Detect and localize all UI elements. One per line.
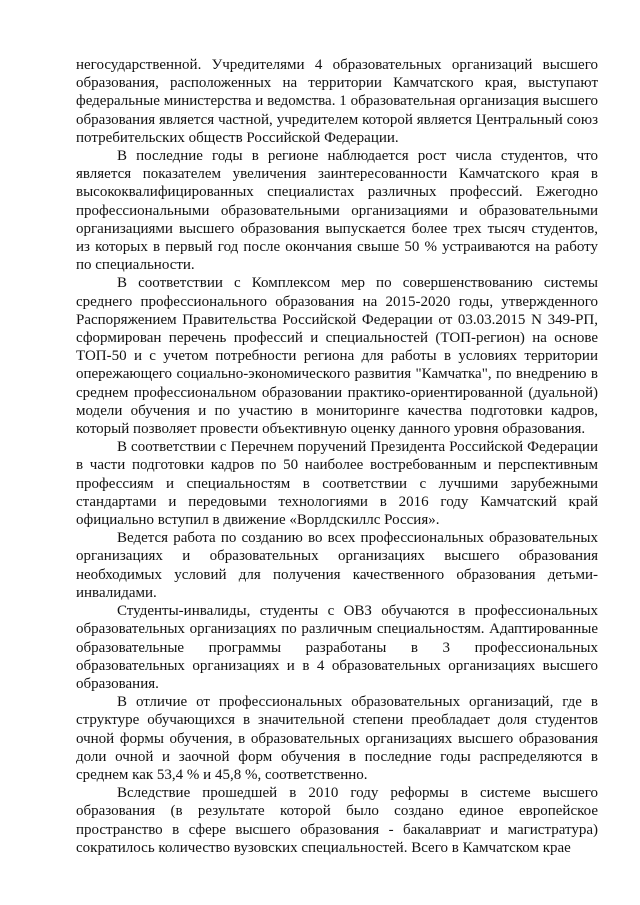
paragraph-study-forms: В отличие от профессиональных образовательных организаций, где в структуре обучающихся в значительной степени преобладает доля студентов очной формы обучения, в образовательных организациях высшего образования доли очной и заочной форм обучения в последние годы распределяются в среднем как 53,4 % и 45,8 %, соответственно.	[76, 694, 598, 783]
paragraph-worldskills: В соответствии с Перечнем поручений Президента Российской Федерации в части подготовки кадров по 50 наиболее востребованным и перспективным профессиям и специальностям в соответствии с лучшими зарубежными стандартами и передовыми технологиями в 2016 году Камчатский край официально вступил в движение «Ворлдскиллс Россия».	[76, 439, 598, 529]
paragraph-disabled-children: Ведется работа по созданию во всех профессиональных образовательных организациях и образовательных организациях высшего образования необходимых условий для получения качественного образования детьми-инвалидами.	[76, 530, 598, 601]
document-page	[76, 56, 598, 857]
paragraph-top-region: В соответствии с Комплексом мер по совершенствованию системы среднего профессионального образования на 2015-2020 годы, утвержденного Распоряжением Правительства Российской Федерации от 03.03.2015 N 349-РП, сформирован перечень профессий и специальностей (ТОП-регион) на основе ТОП-50 и с учетом потребности региона для работы в условиях территории опережающего социально-экономического развития "Камчатка", по внедрению в среднем профессиональном образовании практико-ориентированной (дуальной) модели обучения и по участию в мониторинге качества подготовки кадров, который позволяет провести объективную оценку данного уровня образования.	[76, 275, 598, 438]
paragraph-founders: негосударственной. Учредителями 4 образовательных организаций высшего образования, расположенных на территории Камчатского края, выступают федеральные министерства и ведомства. 1 образовательная организация высшего образования является частной, учредителем которой является Центральный союз потребительских обществ Российской Федерации.	[76, 57, 598, 146]
paragraph-reform-2010: Вследствие прошедшей в 2010 году реформы в системе высшего образования (в результате которой было создано единое европейское пространство в сфере высшего образования - бакалавриат и магистратура) сократилось количество вузовских специальностей. Всего в Камчатском крае	[76, 785, 598, 856]
paragraph-disabled-students: Студенты-инвалиды, студенты с ОВЗ обучаются в профессиональных образовательных организациях по различным специальностям. Адаптированные образовательные программы разработаны в 3 профессиональных образовательных организациях и в 4 образовательных организациях высшего образования.	[76, 603, 598, 692]
paragraph-student-growth: В последние годы в регионе наблюдается рост числа студентов, что является показателем увеличения заинтересованности Камчатского края в высококвалифицированных специалистах различных профессий. Ежегодно профессиональными образовательными организациями и образовательными организациями высшего образования выпускается более трех тысяч студентов, из которых в первый год после окончания свыше 50 % устраиваются на работу по специальности.	[76, 148, 598, 274]
